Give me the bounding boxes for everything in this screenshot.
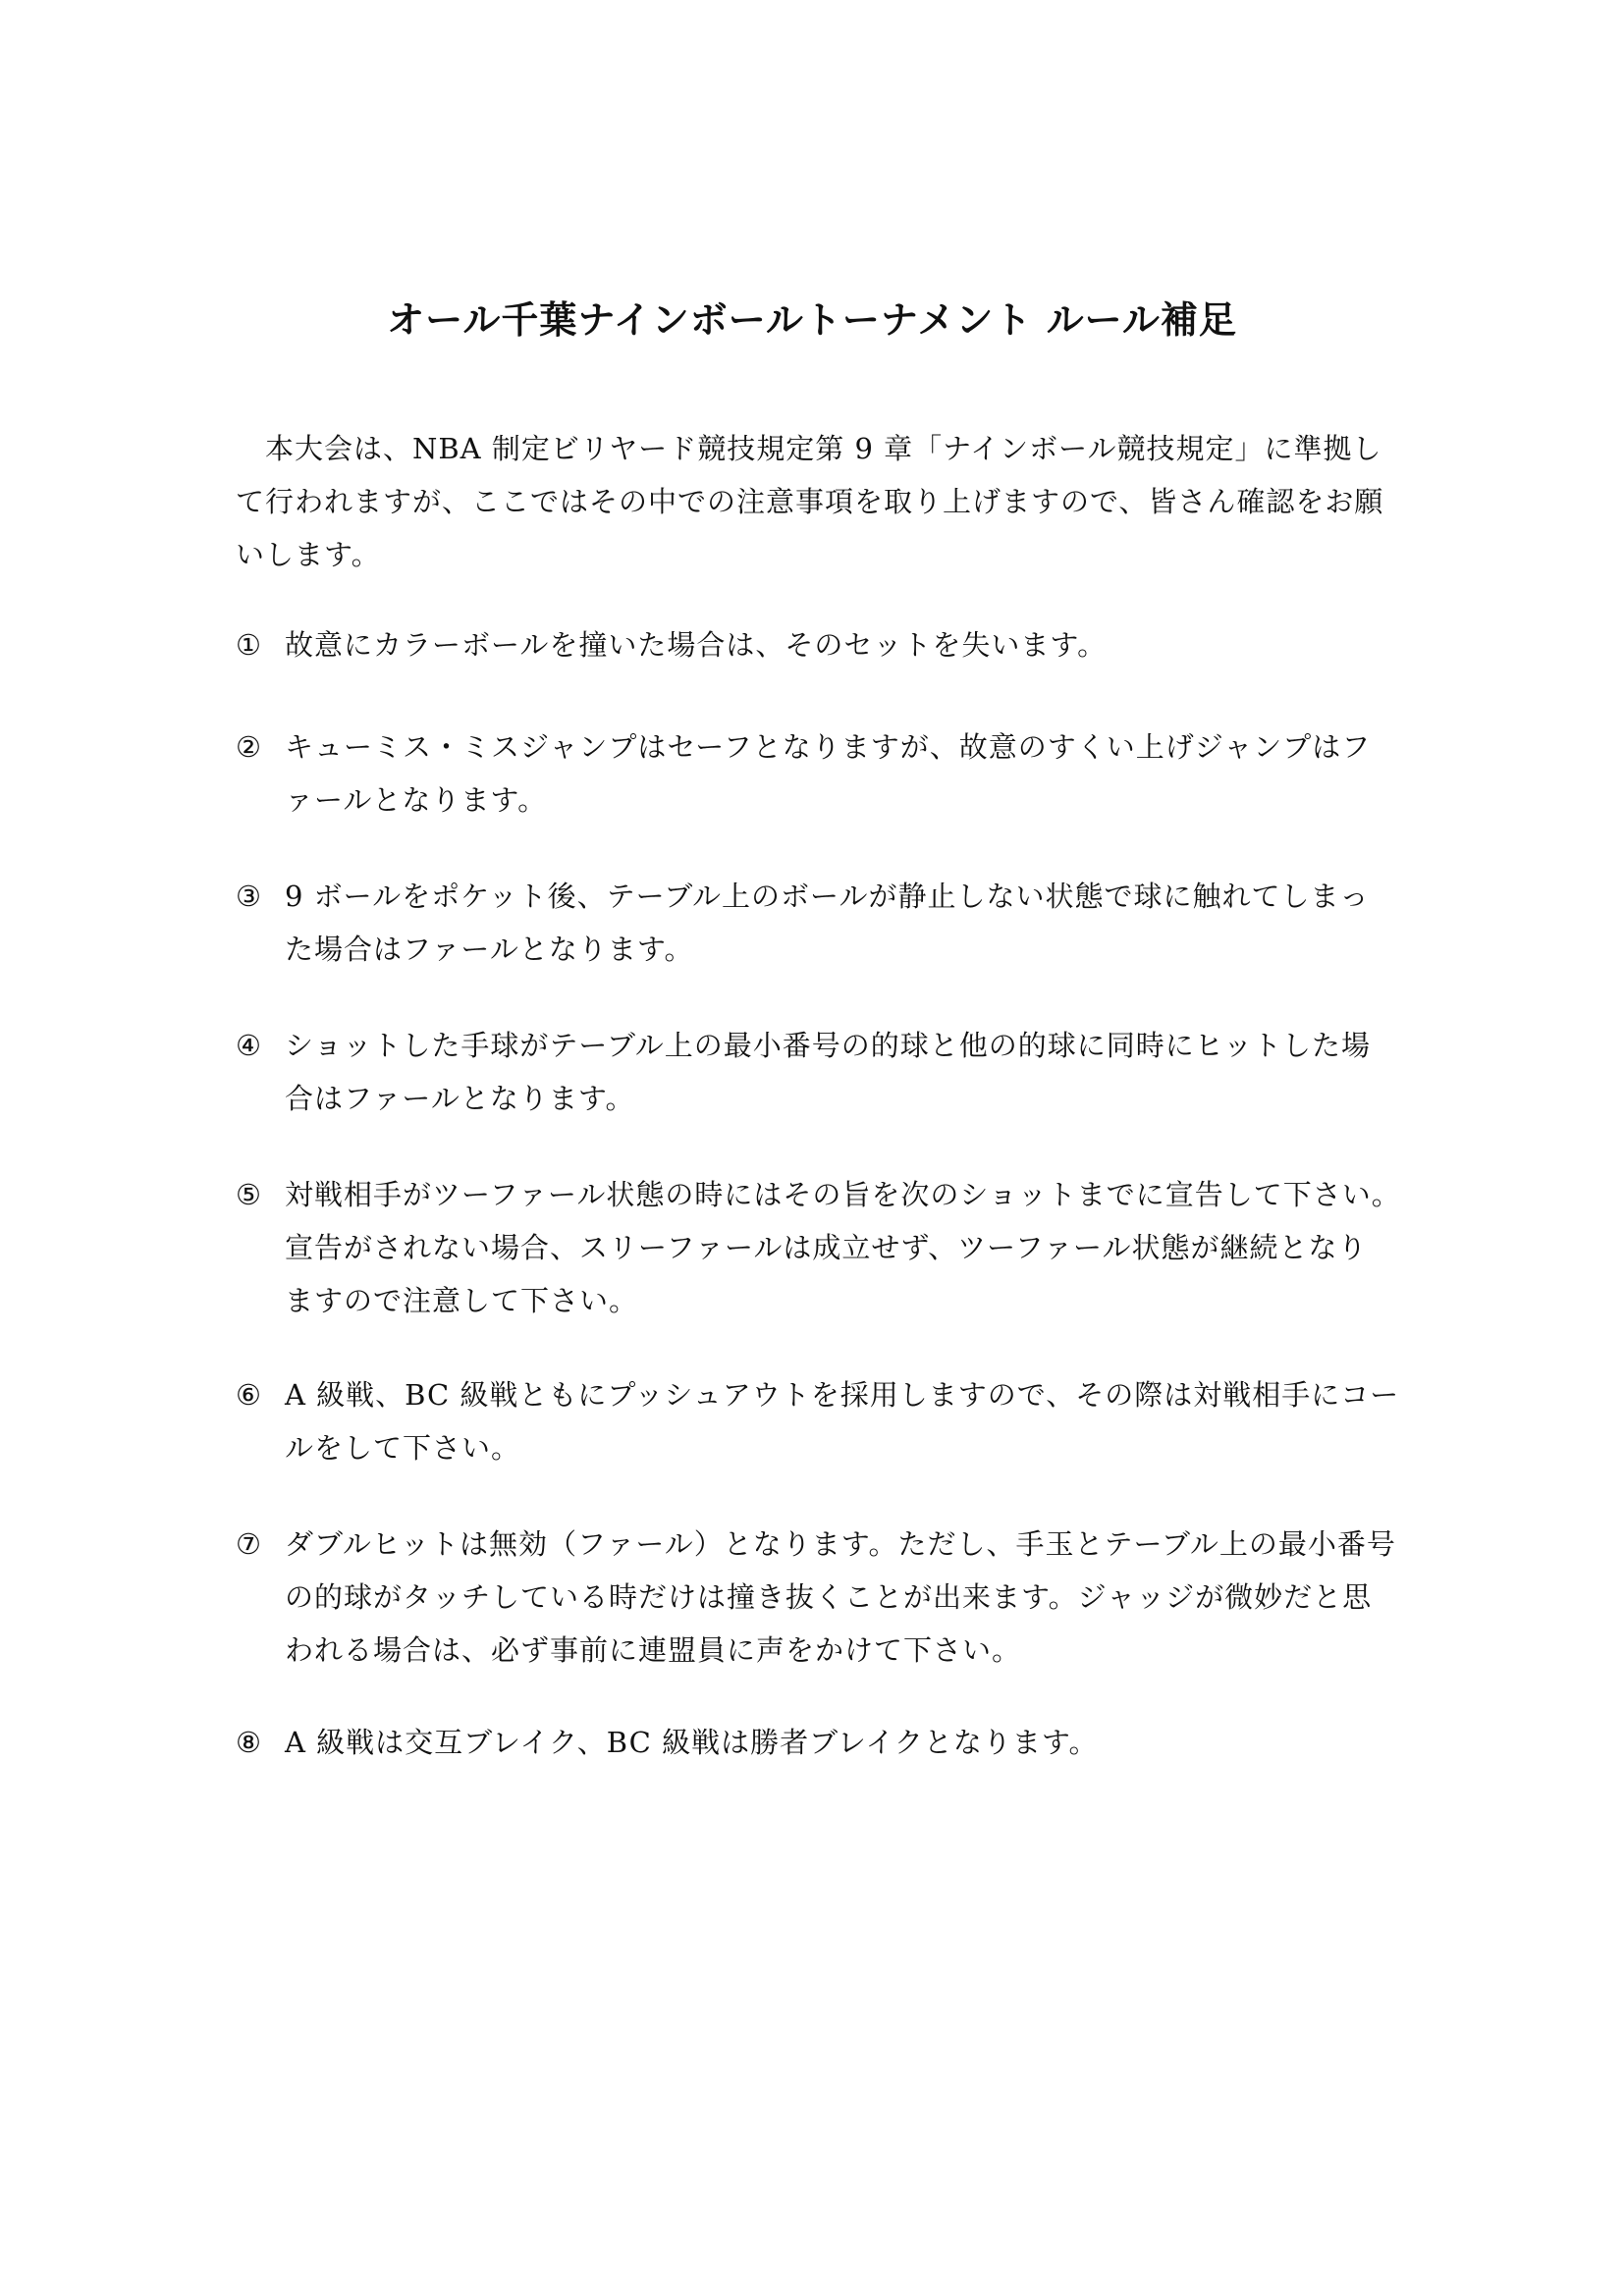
intro-line: いします。 — [236, 538, 381, 571]
rule-line: キューミス・ミスジャンプはセーフとなりますが、故意のすくい上げジャンプはフ — [285, 730, 1372, 764]
rule-number: ④ — [236, 1029, 262, 1062]
rule-text — [285, 1368, 1424, 1474]
rule-line: ますので注意して下さい。 — [285, 1284, 639, 1317]
rule-number: ⑥ — [236, 1378, 262, 1412]
rule-number: ③ — [236, 880, 262, 913]
rule-line: われる場合は、必ず事前に連盟員に声をかけて下さい。 — [285, 1633, 1022, 1667]
rule-line: の的球がタッチしている時だけは撞き抜くことが出来ます。ジャッジが微妙だと思 — [285, 1580, 1373, 1614]
page-title: オール千葉ナインボールトーナメント ルール補足 — [387, 297, 1237, 342]
rule-line: た場合はファールとなります。 — [285, 933, 694, 966]
rule-text — [285, 721, 1424, 827]
rule-line: ァールとなります。 — [285, 783, 548, 817]
rule-line: A 級戦、BC 級戦ともにプッシュアウトを採用しますので、その際は対戦相手にコー — [285, 1378, 1400, 1412]
rule-number: ① — [236, 628, 262, 662]
rule-line: ショットした手球がテーブル上の最小番号の的球と他の的球に同時にヒットした場 — [285, 1029, 1371, 1062]
rule-text — [285, 870, 1424, 976]
intro-paragraph — [236, 422, 1404, 581]
rule-line: ダブルヒットは無効（ファール）となります。ただし、手玉とテーブル上の最小番号 — [285, 1527, 1396, 1561]
rule-text — [285, 1518, 1424, 1677]
rule-text — [285, 1716, 1424, 1769]
rule-text — [285, 1019, 1424, 1125]
rule-number: ⑧ — [236, 1726, 262, 1759]
intro-line: て行われますが、ここではその中での注意事項を取り上げますので、皆さん確認をお願 — [236, 485, 1384, 518]
rule-line: 宣告がされない場合、スリーファールは成立せず、ツーファール状態が継続となり — [285, 1231, 1368, 1264]
intro-line: 本大会は、NBA 制定ビリヤード競技規定第 9 章「ナインボール競技規定」に準拠し — [236, 432, 1382, 465]
rule-text — [285, 1168, 1424, 1327]
rule-line: 9 ボールをポケット後、テーブル上のボールが静止しない状態で球に触れてしまっ — [285, 880, 1370, 913]
rule-line: 合はファールとなります。 — [285, 1082, 635, 1115]
rule-line: A 級戦は交互ブレイク、BC 級戦は勝者ブレイクとなります。 — [285, 1726, 1099, 1759]
rule-text — [285, 618, 1424, 671]
rule-number: ⑦ — [236, 1527, 262, 1561]
rule-line: ルをして下さい。 — [285, 1431, 521, 1465]
rule-line: 対戦相手がツーファール状態の時にはその旨を次のショットまでに宣告して下さい。 — [285, 1178, 1401, 1211]
rule-line: 故意にカラーボールを撞いた場合は、そのセットを失います。 — [285, 628, 1108, 662]
rule-number: ⑤ — [236, 1178, 262, 1211]
rule-number: ② — [236, 730, 262, 764]
